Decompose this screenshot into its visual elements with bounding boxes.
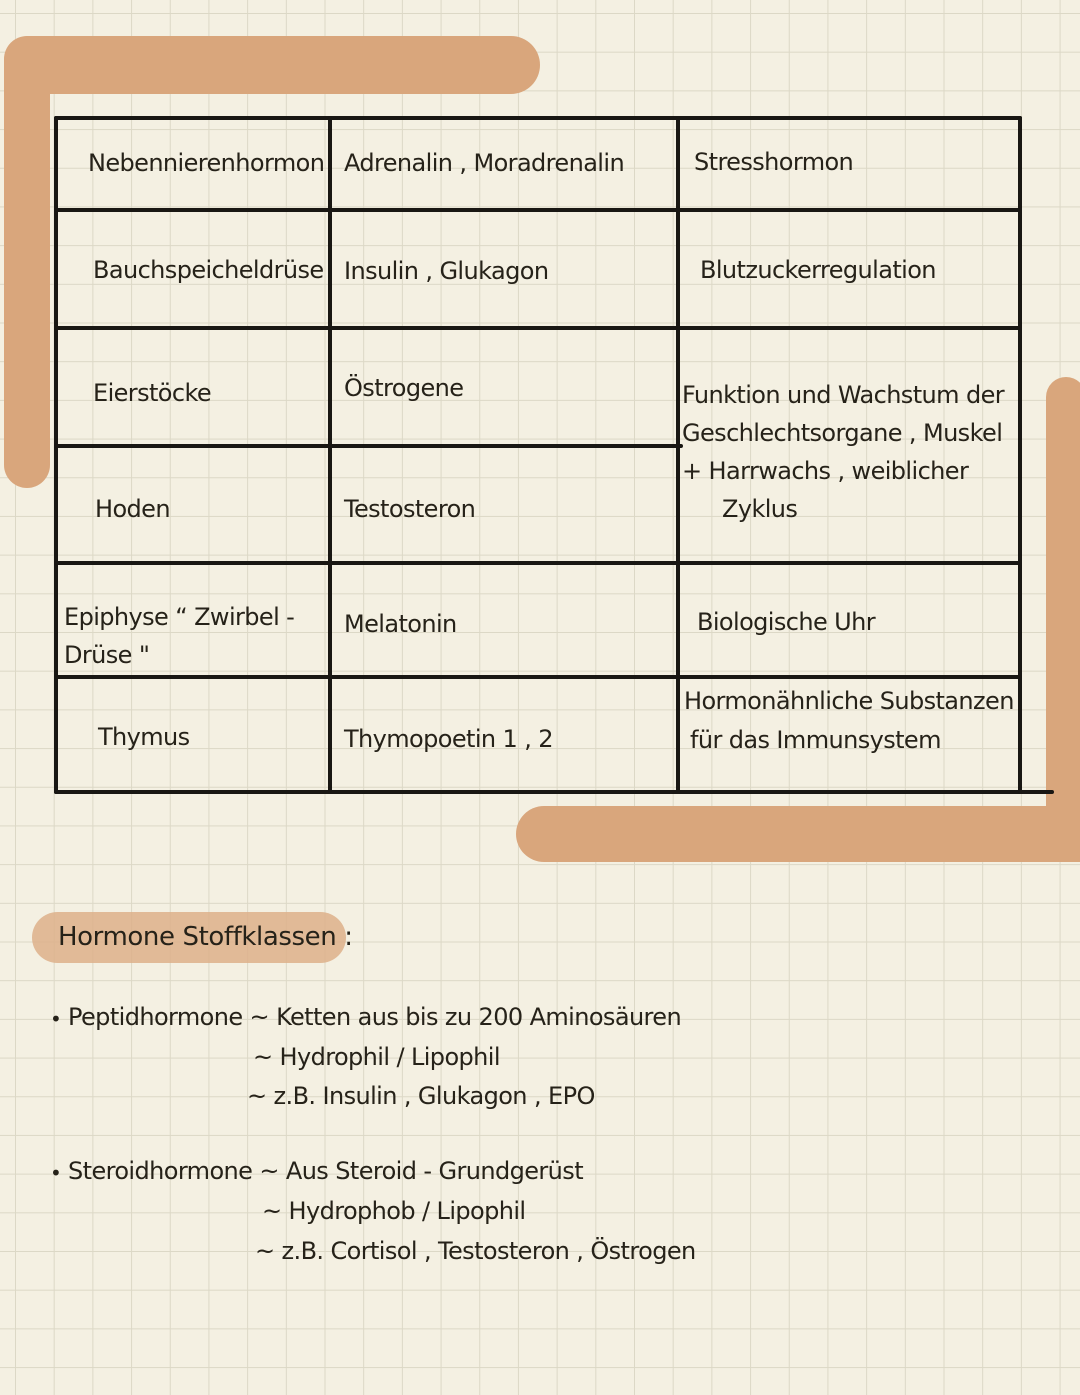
- cell-hormones-3: Östrogene: [344, 374, 464, 402]
- bullet-peptid: •: [50, 1007, 62, 1031]
- cell-function-merged-line1: Funktion und Wachstum der: [682, 381, 1005, 409]
- table-border-right: [1018, 116, 1022, 794]
- table-border-left: [54, 116, 58, 794]
- note-steroid-line3: ~ z.B. Cortisol , Testosteron , Östrogen: [255, 1237, 696, 1265]
- cell-function-merged-line3: + Harrwachs , weiblicher: [682, 457, 969, 485]
- cell-hormones-1: Adrenalin , Moradrenalin: [344, 149, 625, 177]
- cell-organ-2: Bauchspeicheldrüse: [93, 256, 324, 284]
- note-steroid-line1: Steroidhormone ~ Aus Steroid - Grundgerüst: [68, 1157, 584, 1185]
- cell-hormones-5: Melatonin: [344, 610, 457, 638]
- cell-function-1: Stresshormon: [694, 148, 854, 176]
- note-peptid-line2: ~ Hydrophil / Lipophil: [253, 1043, 500, 1071]
- table-row-divider-3-partial: [54, 444, 683, 448]
- table-row-divider-2: [54, 326, 1020, 330]
- cell-function-6-line2: für das Immunsystem: [690, 726, 941, 754]
- highlighter-stroke-right: [1046, 377, 1080, 860]
- cell-organ-1: Nebennierenhormon: [88, 149, 325, 177]
- table-row-divider-1: [54, 208, 1020, 212]
- table-border-bottom: [54, 790, 1054, 794]
- table-row-divider-5: [54, 675, 1020, 679]
- table-border-top: [54, 116, 1022, 120]
- bullet-steroid: •: [50, 1161, 62, 1185]
- cell-function-6-line1: Hormonähnliche Substanzen: [684, 687, 1014, 715]
- cell-hormones-2: Insulin , Glukagon: [344, 257, 549, 285]
- table-column-divider-2: [676, 116, 680, 792]
- note-peptid-line3: ~ z.B. Insulin , Glukagon , EPO: [247, 1082, 595, 1110]
- cell-hormones-4: Testosteron: [344, 495, 476, 523]
- highlighter-stroke-top: [4, 36, 540, 94]
- note-peptid-line1: Peptidhormone ~ Ketten aus bis zu 200 Aminosäuren: [68, 1003, 682, 1031]
- section-heading: Hormone Stoffklassen :: [58, 922, 353, 952]
- table-column-divider-1: [328, 116, 332, 792]
- table-row-divider-4: [54, 561, 1020, 565]
- note-steroid-line2: ~ Hydrophob / Lipophil: [262, 1197, 526, 1225]
- cell-organ-6: Thymus: [98, 723, 190, 751]
- highlighter-corner-topleft: [4, 36, 50, 94]
- cell-organ-4: Hoden: [95, 495, 170, 523]
- cell-function-merged-line2: Geschlechtsorgane , Muskel: [682, 419, 1003, 447]
- highlighter-stroke-left: [4, 36, 50, 488]
- cell-organ-5-line2: Drüse ": [64, 641, 150, 669]
- cell-hormones-6: Thymopoetin 1 , 2: [344, 725, 553, 753]
- cell-organ-5-line1: Epiphyse “ Zwirbel -: [64, 603, 295, 631]
- highlighter-stroke-bottom: [516, 806, 1080, 862]
- cell-function-2: Blutzuckerregulation: [700, 256, 936, 284]
- cell-function-merged-line4: Zyklus: [722, 495, 798, 523]
- cell-function-5: Biologische Uhr: [697, 608, 876, 636]
- cell-organ-3: Eierstöcke: [93, 379, 212, 407]
